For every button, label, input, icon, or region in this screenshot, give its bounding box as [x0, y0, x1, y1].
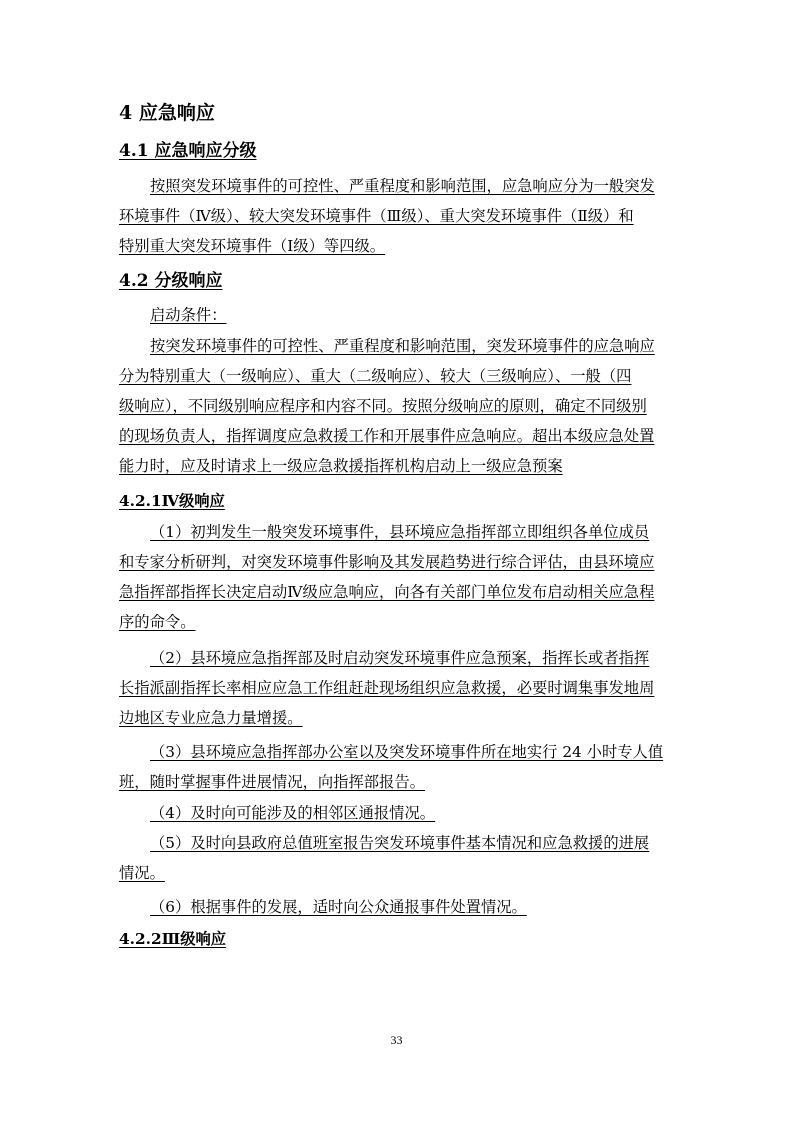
list-item-line: 和专家分析研判，对突发环境事件影响及其发展趋势进行综合评估，由县环境应: [119, 553, 655, 571]
list-item-line: 序的命令。: [119, 613, 196, 631]
list-item-line: 边地区专业应急力量增援。: [119, 709, 303, 727]
list-item-line: （5）及时向县政府总值班室报告突发环境事件基本情况和应急救援的进展: [150, 834, 650, 852]
page-number: 33: [390, 1033, 403, 1047]
list-item-line: （1）初判发生一般突发环境事件，县环境应急指挥部立即组织各单位成员: [150, 523, 650, 541]
start-condition-label: 启动条件：: [150, 306, 227, 324]
paragraph-line: 特别重大突发环境事件（Ⅰ级）等四级。: [119, 237, 386, 255]
section-4-2-1-heading: 4.2.1Ⅳ级响应: [119, 492, 225, 510]
paragraph-line: 的现场负责人，指挥调度应急救援工作和开展事件应急响应。超出本级应急处置: [119, 427, 655, 445]
list-item-line: 长指派副指挥长率相应应急工作组赶赴现场组织应急救援，必要时调集事发地周: [119, 679, 655, 697]
chapter-title: 4 应急响应: [119, 102, 215, 124]
paragraph-line: 分为特别重大（一级响应）、重大（二级响应）、较大（三级响应）、一般（四: [119, 367, 632, 385]
paragraph-line: 按突发环境事件的可控性、严重程度和影响范围，突发环境事件的应急响应: [150, 337, 655, 355]
list-item-line: （3）县环境应急指挥部办公室以及突发环境事件所在地实行 24 小时专人值: [150, 743, 664, 761]
paragraph-line: 级响应），不同级别响应程序和内容不同。按照分级响应的原则，确定不同级别: [119, 397, 647, 415]
section-4-1-heading: 4.1 应急响应分级: [119, 141, 257, 161]
list-item-line: （2）县环境应急指挥部及时启动突发环境事件应急预案，指挥长或者指挥: [150, 649, 650, 667]
list-item-line: 情况。: [119, 864, 165, 882]
list-item-line: （4）及时向可能涉及的相邻区通报情况。: [150, 804, 436, 822]
paragraph-line: 环境事件（Ⅳ级）、较大突发环境事件（Ⅲ级）、重大突发环境事件（Ⅱ级）和: [119, 207, 634, 225]
section-4-2-2-heading: 4.2.2Ⅲ级响应: [119, 930, 227, 948]
paragraph-line: 按照突发环境事件的可控性、严重程度和影响范围，应急响应分为一般突发: [150, 177, 655, 195]
list-item-line: 急指挥部指挥长决定启动Ⅳ级应急响应，向各有关部门单位发布启动相关应急程: [119, 583, 655, 601]
list-item-line: 班，随时掌握事件进展情况，向指挥部报告。: [119, 773, 425, 791]
list-item-line: （6）根据事件的发展，适时向公众通报事件处置情况。: [150, 898, 527, 916]
section-4-2-heading: 4.2 分级响应: [119, 271, 223, 291]
paragraph-line: 能力时，应及时请求上一级应急救援指挥机构启动上一级应急预案: [119, 457, 563, 475]
